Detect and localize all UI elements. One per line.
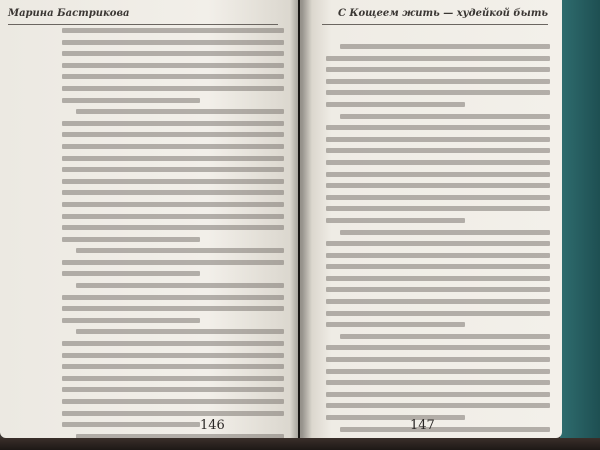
text-line: [340, 114, 550, 119]
text-line: [76, 283, 284, 288]
text-line: [62, 86, 284, 91]
text-line: [326, 357, 550, 362]
left-page-number: 146: [200, 418, 225, 433]
text-line: [62, 295, 284, 300]
text-line: [62, 411, 284, 416]
text-line: [326, 90, 550, 95]
text-line: [326, 102, 465, 107]
book-bottom-edge: [0, 438, 600, 450]
text-line: [62, 63, 284, 68]
text-line: [326, 322, 465, 327]
text-line: [62, 422, 200, 427]
text-line: [62, 271, 200, 276]
right-running-head: С Кощеем жить — худейкой быть: [322, 8, 548, 25]
book-gutter: [290, 0, 312, 438]
text-line: [326, 183, 550, 188]
text-line: [62, 179, 284, 184]
text-line: [340, 230, 550, 235]
right-page-number: 147: [410, 418, 435, 433]
text-line: [62, 318, 200, 323]
text-line: [62, 341, 284, 346]
text-line: [62, 40, 284, 45]
text-line: [326, 160, 550, 165]
text-line: [62, 121, 284, 126]
right-page-body: [326, 44, 550, 414]
text-line: [326, 148, 550, 153]
text-line: [62, 28, 284, 33]
text-line: [326, 241, 550, 246]
text-line: [62, 387, 284, 392]
text-line: [326, 125, 550, 130]
text-line: [326, 264, 550, 269]
text-line: [62, 74, 284, 79]
text-line: [326, 392, 550, 397]
text-line: [326, 369, 550, 374]
text-line: [62, 144, 284, 149]
text-line: [326, 218, 465, 223]
text-line: [326, 415, 465, 420]
text-line: [326, 206, 550, 211]
text-line: [62, 376, 284, 381]
text-line: [326, 345, 550, 350]
text-line: [62, 132, 284, 137]
text-line: [76, 329, 284, 334]
text-line: [62, 225, 284, 230]
text-line: [62, 237, 200, 242]
text-line: [340, 334, 550, 339]
text-line: [326, 311, 550, 316]
text-line: [62, 399, 284, 404]
text-line: [340, 44, 550, 49]
text-line: [62, 51, 284, 56]
text-line: [62, 214, 284, 219]
text-line: [326, 56, 550, 61]
text-line: [62, 353, 284, 358]
text-line: [76, 109, 284, 114]
text-line: [62, 306, 284, 311]
text-line: [326, 276, 550, 281]
text-line: [326, 299, 550, 304]
left-page: [0, 0, 298, 438]
text-line: [62, 167, 284, 172]
text-line: [326, 195, 550, 200]
text-line: [76, 248, 284, 253]
text-line: [326, 380, 550, 385]
text-line: [62, 202, 284, 207]
text-line: [62, 190, 284, 195]
right-page: [300, 0, 562, 438]
text-line: [326, 253, 550, 258]
text-line: [326, 67, 550, 72]
text-line: [326, 287, 550, 292]
text-line: [326, 79, 550, 84]
left-running-head: Марина Бастрикова: [8, 8, 278, 25]
text-line: [326, 137, 550, 142]
text-line: [326, 172, 550, 177]
text-line: [62, 156, 284, 161]
book-cover-edge: [560, 0, 600, 450]
text-line: [340, 427, 550, 432]
text-line: [62, 260, 284, 265]
text-line: [76, 434, 284, 438]
text-line: [62, 364, 284, 369]
left-page-body: [62, 28, 284, 414]
text-line: [326, 403, 550, 408]
text-line: [62, 98, 200, 103]
